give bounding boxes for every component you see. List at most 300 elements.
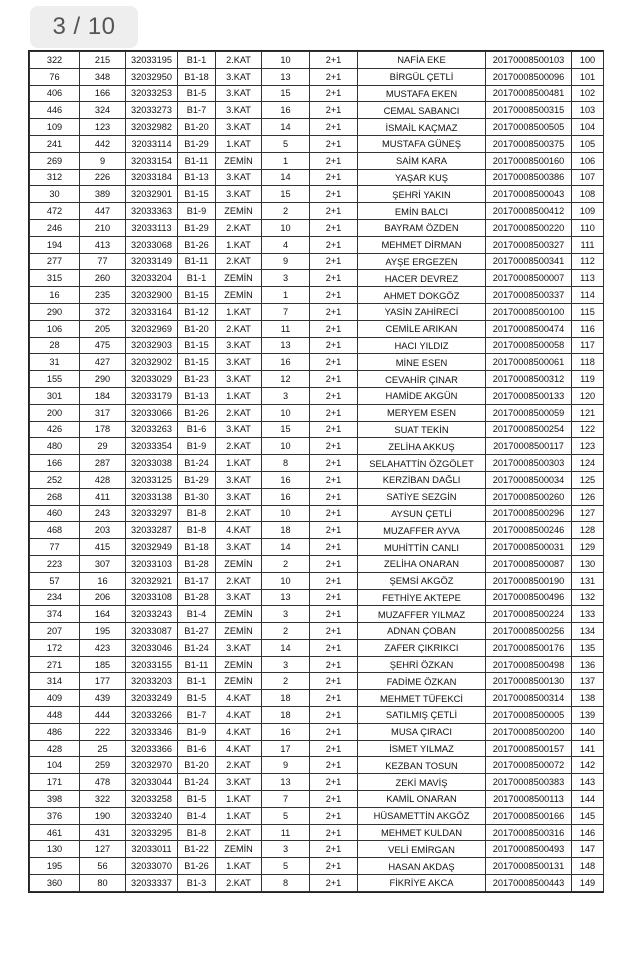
table-cell-col-name: İSMET YILMAZ <box>358 740 486 757</box>
table-cell-col-application-no: 20170008500386 <box>486 169 572 186</box>
table-cell-col-c: 32032969 <box>126 320 178 337</box>
table-cell-col-rooms: 2+1 <box>310 421 358 438</box>
allocation-table <box>29 51 604 892</box>
table-cell-col-rooms: 2+1 <box>310 639 358 656</box>
table-cell-col-a: 241 <box>30 135 80 152</box>
table-cell-col-application-no: 20170008500254 <box>486 421 572 438</box>
table-cell-col-name: ZELİHA AKKUŞ <box>358 438 486 455</box>
table-cell-col-a: 106 <box>30 320 80 337</box>
table-cell-col-seq: 117 <box>572 337 604 354</box>
table-cell-col-door: 2 <box>262 673 310 690</box>
table-cell-col-rooms: 2+1 <box>310 320 358 337</box>
table-cell-col-application-no: 20170008500007 <box>486 270 572 287</box>
table-cell-col-name: HACI YILDIZ <box>358 337 486 354</box>
table-cell-col-seq: 126 <box>572 488 604 505</box>
table-cell-col-block: B1-4 <box>178 606 216 623</box>
table-cell-col-door: 14 <box>262 119 310 136</box>
table-cell-col-application-no: 20170008500493 <box>486 841 572 858</box>
table-row <box>30 623 604 640</box>
table-cell-col-name: MEHMET DİRMAN <box>358 236 486 253</box>
table-cell-col-application-no: 20170008500341 <box>486 253 572 270</box>
table-cell-col-a: 314 <box>30 673 80 690</box>
table-cell-col-b: 56 <box>80 858 126 875</box>
table-cell-col-name: ŞEHRİ ÖZKAN <box>358 656 486 673</box>
table-cell-col-seq: 132 <box>572 589 604 606</box>
table-cell-col-c: 32033125 <box>126 471 178 488</box>
table-cell-col-application-no: 20170008500443 <box>486 875 572 892</box>
table-cell-col-name: ZAFER ÇIKRIKCI <box>358 639 486 656</box>
table-cell-col-a: 312 <box>30 169 80 186</box>
table-cell-col-rooms: 2+1 <box>310 404 358 421</box>
table-cell-col-name: SATİYE SEZGİN <box>358 488 486 505</box>
table-cell-col-name: MEHMET KULDAN <box>358 824 486 841</box>
table-cell-col-b: 287 <box>80 455 126 472</box>
table-cell-col-block: B1-29 <box>178 219 216 236</box>
table-cell-col-a: 486 <box>30 723 80 740</box>
table-cell-col-b: 427 <box>80 354 126 371</box>
table-cell-col-floor: 4.KAT <box>216 723 262 740</box>
table-cell-col-application-no: 20170008500005 <box>486 707 572 724</box>
table-cell-col-floor: 1.KAT <box>216 236 262 253</box>
table-body <box>30 52 604 892</box>
table-cell-col-block: B1-28 <box>178 555 216 572</box>
table-cell-col-name: MUSA ÇIRACI <box>358 723 486 740</box>
table-cell-col-floor: 3.KAT <box>216 371 262 388</box>
table-cell-col-door: 14 <box>262 639 310 656</box>
table-cell-col-b: 259 <box>80 757 126 774</box>
table-cell-col-a: 315 <box>30 270 80 287</box>
table-cell-col-door: 15 <box>262 85 310 102</box>
table-cell-col-seq: 136 <box>572 656 604 673</box>
table-cell-col-door: 13 <box>262 68 310 85</box>
table-cell-col-a: 234 <box>30 589 80 606</box>
table-cell-col-door: 10 <box>262 52 310 69</box>
table-cell-col-rooms: 2+1 <box>310 85 358 102</box>
table-cell-col-door: 3 <box>262 841 310 858</box>
table-cell-col-block: B1-15 <box>178 354 216 371</box>
table-cell-col-seq: 147 <box>572 841 604 858</box>
allocation-table-container <box>28 50 604 893</box>
table-cell-col-application-no: 20170008500498 <box>486 656 572 673</box>
table-row <box>30 354 604 371</box>
table-cell-col-door: 3 <box>262 387 310 404</box>
table-cell-col-rooms: 2+1 <box>310 740 358 757</box>
table-cell-col-c: 32033046 <box>126 639 178 656</box>
table-cell-col-floor: ZEMİN <box>216 270 262 287</box>
table-cell-col-floor: 4.KAT <box>216 522 262 539</box>
table-cell-col-application-no: 20170008500061 <box>486 354 572 371</box>
table-cell-col-seq: 128 <box>572 522 604 539</box>
table-cell-col-c: 32033346 <box>126 723 178 740</box>
table-row <box>30 85 604 102</box>
table-cell-col-name: HAMİDE AKGÜN <box>358 387 486 404</box>
table-cell-col-floor: ZEMİN <box>216 152 262 169</box>
table-cell-col-rooms: 2+1 <box>310 438 358 455</box>
table-cell-col-door: 11 <box>262 320 310 337</box>
table-cell-col-name: BAYRAM ÖZDEN <box>358 219 486 236</box>
table-cell-col-a: 268 <box>30 488 80 505</box>
table-cell-col-seq: 124 <box>572 455 604 472</box>
table-cell-col-rooms: 2+1 <box>310 169 358 186</box>
table-cell-col-door: 8 <box>262 875 310 892</box>
table-cell-col-a: 269 <box>30 152 80 169</box>
table-cell-col-a: 246 <box>30 219 80 236</box>
table-cell-col-application-no: 20170008500103 <box>486 52 572 69</box>
table-cell-col-seq: 121 <box>572 404 604 421</box>
table-cell-col-door: 5 <box>262 858 310 875</box>
table-cell-col-floor: 3.KAT <box>216 68 262 85</box>
table-cell-col-a: 480 <box>30 438 80 455</box>
table-row <box>30 152 604 169</box>
table-cell-col-block: B1-27 <box>178 623 216 640</box>
table-row <box>30 102 604 119</box>
table-cell-col-application-no: 20170008500316 <box>486 824 572 841</box>
table-cell-col-rooms: 2+1 <box>310 623 358 640</box>
table-cell-col-b: 222 <box>80 723 126 740</box>
table-cell-col-application-no: 20170008500220 <box>486 219 572 236</box>
table-cell-col-c: 32033203 <box>126 673 178 690</box>
table-cell-col-a: 301 <box>30 387 80 404</box>
table-cell-col-block: B1-5 <box>178 690 216 707</box>
table-cell-col-block: B1-15 <box>178 287 216 304</box>
table-row <box>30 639 604 656</box>
table-cell-col-seq: 113 <box>572 270 604 287</box>
table-cell-col-application-no: 20170008500412 <box>486 203 572 220</box>
table-cell-col-seq: 123 <box>572 438 604 455</box>
table-row <box>30 119 604 136</box>
table-cell-col-c: 32033138 <box>126 488 178 505</box>
table-cell-col-a: 171 <box>30 774 80 791</box>
table-cell-col-name: FETHİYE AKTEPE <box>358 589 486 606</box>
table-cell-col-a: 360 <box>30 875 80 892</box>
table-row <box>30 875 604 892</box>
table-cell-col-application-no: 20170008500260 <box>486 488 572 505</box>
table-cell-col-application-no: 20170008500117 <box>486 438 572 455</box>
table-cell-col-seq: 106 <box>572 152 604 169</box>
table-cell-col-block: B1-5 <box>178 791 216 808</box>
table-cell-col-seq: 146 <box>572 824 604 841</box>
table-cell-col-floor: 4.KAT <box>216 707 262 724</box>
table-cell-col-floor: 2.KAT <box>216 404 262 421</box>
table-cell-col-block: B1-8 <box>178 522 216 539</box>
table-cell-col-a: 130 <box>30 841 80 858</box>
table-cell-col-application-no: 20170008500059 <box>486 404 572 421</box>
table-cell-col-b: 16 <box>80 572 126 589</box>
table-cell-col-c: 32033164 <box>126 303 178 320</box>
table-cell-col-name: YASİN ZAHİRECİ <box>358 303 486 320</box>
table-row <box>30 673 604 690</box>
table-cell-col-c: 32033155 <box>126 656 178 673</box>
table-cell-col-b: 80 <box>80 875 126 892</box>
table-cell-col-b: 442 <box>80 135 126 152</box>
table-cell-col-application-no: 20170008500087 <box>486 555 572 572</box>
table-cell-col-rooms: 2+1 <box>310 68 358 85</box>
table-cell-col-seq: 120 <box>572 387 604 404</box>
table-cell-col-c: 32033263 <box>126 421 178 438</box>
table-row <box>30 656 604 673</box>
table-cell-col-a: 194 <box>30 236 80 253</box>
table-cell-col-a: 31 <box>30 354 80 371</box>
table-cell-col-door: 2 <box>262 555 310 572</box>
table-cell-col-floor: 3.KAT <box>216 639 262 656</box>
table-cell-col-seq: 131 <box>572 572 604 589</box>
table-cell-col-rooms: 2+1 <box>310 203 358 220</box>
table-cell-col-c: 32033066 <box>126 404 178 421</box>
table-cell-col-door: 10 <box>262 505 310 522</box>
table-cell-col-seq: 149 <box>572 875 604 892</box>
table-cell-col-floor: ZEMİN <box>216 623 262 640</box>
table-cell-col-a: 406 <box>30 85 80 102</box>
table-cell-col-block: B1-13 <box>178 387 216 404</box>
table-cell-col-door: 16 <box>262 723 310 740</box>
table-cell-col-c: 32033204 <box>126 270 178 287</box>
table-cell-col-a: 16 <box>30 287 80 304</box>
table-cell-col-a: 271 <box>30 656 80 673</box>
table-cell-col-floor: ZEMİN <box>216 673 262 690</box>
table-cell-col-b: 177 <box>80 673 126 690</box>
table-cell-col-b: 9 <box>80 152 126 169</box>
table-cell-col-application-no: 20170008500133 <box>486 387 572 404</box>
table-cell-col-a: 76 <box>30 68 80 85</box>
table-cell-col-seq: 141 <box>572 740 604 757</box>
table-cell-col-block: B1-23 <box>178 371 216 388</box>
table-cell-col-rooms: 2+1 <box>310 774 358 791</box>
table-cell-col-application-no: 20170008500315 <box>486 102 572 119</box>
table-cell-col-seq: 111 <box>572 236 604 253</box>
table-cell-col-block: B1-26 <box>178 858 216 875</box>
table-cell-col-a: 468 <box>30 522 80 539</box>
table-cell-col-b: 372 <box>80 303 126 320</box>
table-cell-col-rooms: 2+1 <box>310 690 358 707</box>
table-cell-col-application-no: 20170008500312 <box>486 371 572 388</box>
table-cell-col-b: 447 <box>80 203 126 220</box>
table-cell-col-block: B1-20 <box>178 119 216 136</box>
table-cell-col-c: 32033243 <box>126 606 178 623</box>
table-cell-col-b: 184 <box>80 387 126 404</box>
table-cell-col-c: 32033108 <box>126 589 178 606</box>
table-cell-col-door: 16 <box>262 102 310 119</box>
table-cell-col-c: 32033103 <box>126 555 178 572</box>
table-cell-col-door: 2 <box>262 203 310 220</box>
table-cell-col-a: 461 <box>30 824 80 841</box>
table-cell-col-b: 210 <box>80 219 126 236</box>
table-row <box>30 690 604 707</box>
table-cell-col-seq: 103 <box>572 102 604 119</box>
table-row <box>30 505 604 522</box>
table-cell-col-door: 10 <box>262 219 310 236</box>
table-cell-col-application-no: 20170008500375 <box>486 135 572 152</box>
table-cell-col-c: 32033287 <box>126 522 178 539</box>
table-cell-col-rooms: 2+1 <box>310 337 358 354</box>
table-cell-col-application-no: 20170008500303 <box>486 455 572 472</box>
table-cell-col-b: 206 <box>80 589 126 606</box>
table-cell-col-c: 32032901 <box>126 186 178 203</box>
table-cell-col-application-no: 20170008500043 <box>486 186 572 203</box>
table-cell-col-floor: 2.KAT <box>216 875 262 892</box>
table-cell-col-block: B1-1 <box>178 270 216 287</box>
table-cell-col-seq: 110 <box>572 219 604 236</box>
table-cell-col-floor: ZEMİN <box>216 841 262 858</box>
table-cell-col-b: 475 <box>80 337 126 354</box>
table-cell-col-b: 348 <box>80 68 126 85</box>
table-cell-col-a: 446 <box>30 102 80 119</box>
table-cell-col-b: 428 <box>80 471 126 488</box>
table-cell-col-c: 32032903 <box>126 337 178 354</box>
table-cell-col-seq: 122 <box>572 421 604 438</box>
table-cell-col-b: 166 <box>80 85 126 102</box>
table-cell-col-a: 195 <box>30 858 80 875</box>
table-row <box>30 236 604 253</box>
table-cell-col-name: KAMİL ONARAN <box>358 791 486 808</box>
table-cell-col-name: MUSTAFA GÜNEŞ <box>358 135 486 152</box>
table-cell-col-b: 226 <box>80 169 126 186</box>
table-cell-col-rooms: 2+1 <box>310 119 358 136</box>
table-cell-col-floor: 4.KAT <box>216 690 262 707</box>
table-cell-col-name: BİRGÜL ÇETLİ <box>358 68 486 85</box>
table-cell-col-rooms: 2+1 <box>310 287 358 304</box>
table-cell-col-c: 32033253 <box>126 85 178 102</box>
table-row <box>30 455 604 472</box>
table-cell-col-door: 7 <box>262 791 310 808</box>
table-cell-col-block: B1-1 <box>178 673 216 690</box>
table-cell-col-name: MUZAFFER YILMAZ <box>358 606 486 623</box>
table-cell-col-rooms: 2+1 <box>310 807 358 824</box>
table-cell-col-rooms: 2+1 <box>310 824 358 841</box>
table-cell-col-door: 18 <box>262 522 310 539</box>
table-cell-col-seq: 114 <box>572 287 604 304</box>
table-row <box>30 555 604 572</box>
table-cell-col-b: 178 <box>80 421 126 438</box>
table-row <box>30 219 604 236</box>
table-cell-col-rooms: 2+1 <box>310 606 358 623</box>
table-cell-col-name: MİNE ESEN <box>358 354 486 371</box>
table-cell-col-name: VELİ EMİRGAN <box>358 841 486 858</box>
table-cell-col-name: MUZAFFER AYVA <box>358 522 486 539</box>
table-cell-col-b: 185 <box>80 656 126 673</box>
table-cell-col-seq: 119 <box>572 371 604 388</box>
table-cell-col-c: 32033258 <box>126 791 178 808</box>
table-cell-col-a: 374 <box>30 606 80 623</box>
table-cell-col-b: 164 <box>80 606 126 623</box>
table-cell-col-rooms: 2+1 <box>310 354 358 371</box>
table-cell-col-a: 290 <box>30 303 80 320</box>
table-cell-col-door: 9 <box>262 253 310 270</box>
table-row <box>30 169 604 186</box>
table-cell-col-c: 32032970 <box>126 757 178 774</box>
table-cell-col-floor: 2.KAT <box>216 572 262 589</box>
table-cell-col-application-no: 20170008500072 <box>486 757 572 774</box>
table-cell-col-c: 32033240 <box>126 807 178 824</box>
table-cell-col-door: 12 <box>262 371 310 388</box>
table-cell-col-door: 16 <box>262 488 310 505</box>
table-row <box>30 740 604 757</box>
table-cell-col-floor: ZEMİN <box>216 287 262 304</box>
table-cell-col-name: HACER DEVREZ <box>358 270 486 287</box>
table-cell-col-c: 32033038 <box>126 455 178 472</box>
table-cell-col-block: B1-20 <box>178 320 216 337</box>
table-cell-col-c: 32033195 <box>126 52 178 69</box>
table-cell-col-rooms: 2+1 <box>310 875 358 892</box>
table-cell-col-application-no: 20170008500256 <box>486 623 572 640</box>
table-cell-col-name: CEVAHİR ÇINAR <box>358 371 486 388</box>
table-cell-col-b: 205 <box>80 320 126 337</box>
table-cell-col-floor: 3.KAT <box>216 539 262 556</box>
table-cell-col-door: 16 <box>262 354 310 371</box>
table-cell-col-block: B1-1 <box>178 52 216 69</box>
table-cell-col-name: AHMET DOKGÖZ <box>358 287 486 304</box>
table-cell-col-a: 428 <box>30 740 80 757</box>
table-cell-col-b: 411 <box>80 488 126 505</box>
table-cell-col-application-no: 20170008500176 <box>486 639 572 656</box>
table-cell-col-application-no: 20170008500096 <box>486 68 572 85</box>
table-cell-col-name: CEMİLE ARIKAN <box>358 320 486 337</box>
table-cell-col-name: AYŞE ERGEZEN <box>358 253 486 270</box>
table-row <box>30 387 604 404</box>
table-cell-col-floor: 2.KAT <box>216 219 262 236</box>
table-cell-col-b: 478 <box>80 774 126 791</box>
table-cell-col-c: 32032900 <box>126 287 178 304</box>
table-row <box>30 303 604 320</box>
table-cell-col-seq: 133 <box>572 606 604 623</box>
table-cell-col-a: 223 <box>30 555 80 572</box>
table-cell-col-rooms: 2+1 <box>310 858 358 875</box>
table-cell-col-b: 123 <box>80 119 126 136</box>
table-cell-col-floor: 2.KAT <box>216 52 262 69</box>
table-cell-col-c: 32033114 <box>126 135 178 152</box>
table-cell-col-application-no: 20170008500190 <box>486 572 572 589</box>
table-cell-col-application-no: 20170008500474 <box>486 320 572 337</box>
table-row <box>30 253 604 270</box>
table-cell-col-door: 5 <box>262 135 310 152</box>
table-cell-col-seq: 137 <box>572 673 604 690</box>
table-cell-col-application-no: 20170008500031 <box>486 539 572 556</box>
table-cell-col-seq: 102 <box>572 85 604 102</box>
table-cell-col-block: B1-22 <box>178 841 216 858</box>
table-cell-col-a: 109 <box>30 119 80 136</box>
table-cell-col-name: ŞEHRİ YAKIN <box>358 186 486 203</box>
table-row <box>30 320 604 337</box>
table-cell-col-door: 15 <box>262 186 310 203</box>
table-cell-col-b: 307 <box>80 555 126 572</box>
table-cell-col-c: 32033337 <box>126 875 178 892</box>
table-cell-col-c: 32033087 <box>126 623 178 640</box>
table-cell-col-c: 32033363 <box>126 203 178 220</box>
table-cell-col-name: SUAT TEKİN <box>358 421 486 438</box>
table-cell-col-a: 398 <box>30 791 80 808</box>
table-cell-col-b: 415 <box>80 539 126 556</box>
table-cell-col-block: B1-6 <box>178 740 216 757</box>
table-cell-col-b: 423 <box>80 639 126 656</box>
table-cell-col-block: B1-15 <box>178 337 216 354</box>
table-cell-col-b: 444 <box>80 707 126 724</box>
table-cell-col-rooms: 2+1 <box>310 371 358 388</box>
table-cell-col-rooms: 2+1 <box>310 52 358 69</box>
table-cell-col-b: 260 <box>80 270 126 287</box>
table-cell-col-a: 426 <box>30 421 80 438</box>
table-cell-col-application-no: 20170008500034 <box>486 471 572 488</box>
table-cell-col-application-no: 20170008500160 <box>486 152 572 169</box>
table-cell-col-rooms: 2+1 <box>310 102 358 119</box>
table-cell-col-name: MEHMET TÜFEKCİ <box>358 690 486 707</box>
page-indicator: 3 / 10 <box>30 6 138 48</box>
table-cell-col-b: 389 <box>80 186 126 203</box>
table-cell-col-floor: ZEMİN <box>216 656 262 673</box>
table-cell-col-door: 13 <box>262 337 310 354</box>
table-cell-col-application-no: 20170008500337 <box>486 287 572 304</box>
table-cell-col-application-no: 20170008500505 <box>486 119 572 136</box>
table-cell-col-b: 243 <box>80 505 126 522</box>
table-cell-col-c: 32033249 <box>126 690 178 707</box>
